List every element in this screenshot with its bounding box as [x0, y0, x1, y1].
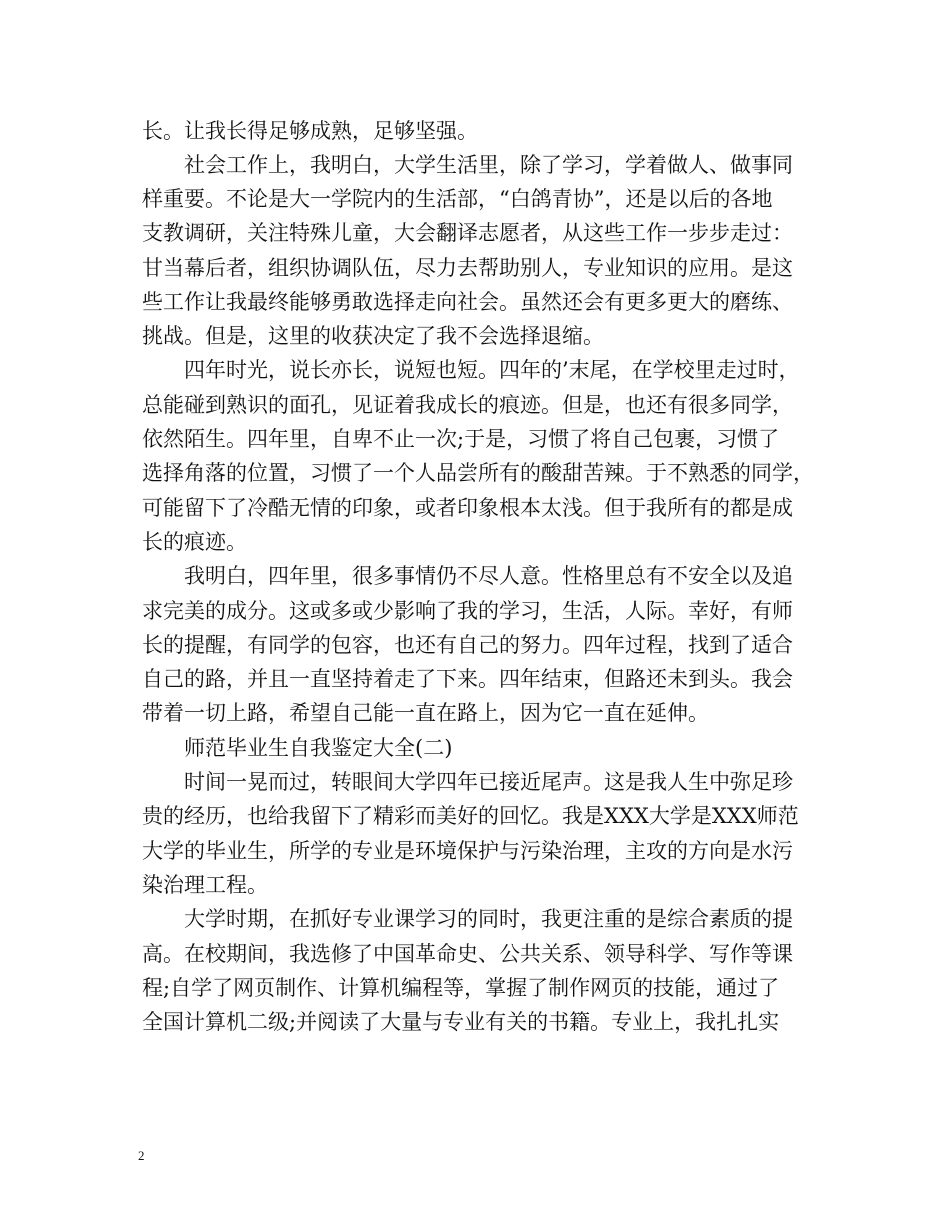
- text-line: 大学的毕业生，所学的专业是环境保护与污染治理，主攻的方向是水污: [142, 839, 793, 863]
- text-line: 支教调研，关注特殊儿童，大会翻译志愿者，从这些工作一步步走过：: [142, 221, 793, 245]
- text-line: 自己的路，并且一直坚持着走了下来。四年结束，但路还未到头。我会: [142, 667, 793, 691]
- text-line: 长的提醒，有同学的包容，也还有自己的努力。四年过程，找到了适合: [142, 633, 793, 657]
- text-line: 挑战。但是，这里的收获决定了我不会选择退缩。: [142, 324, 604, 348]
- text-line: 时间一晃而过，转眼间大学四年已接近尾声。这是我人生中弥足珍: [142, 770, 793, 794]
- text-line: 选择角落的位置，习惯了一个人品尝所有的酸甜苦辣。于不熟悉的同学，: [142, 461, 814, 485]
- text-line: 可能留下了冷酷无情的印象，或者印象根本太浅。但于我所有的都是成: [142, 496, 793, 520]
- text-line: 我明白，四年里，很多事情仍不尽人意。性格里总有不安全以及追: [142, 564, 793, 588]
- text-line: 全国计算机二级;并阅读了大量与专业有关的书籍。专业上，我扎扎实: [142, 1010, 780, 1034]
- text-line: 大学时期，在抓好专业课学习的同时，我更注重的是综合素质的提: [142, 907, 793, 931]
- text-line: 贵的经历，也给我留下了精彩而美好的回忆。我是XXX大学是XXX师范: [142, 804, 799, 828]
- text-line: 依然陌生。四年里，自卑不止一次;于是，习惯了将自己包裹，习惯了: [142, 427, 780, 451]
- text-line: 些工作让我最终能够勇敢选择走向社会。虽然还会有更多更大的磨练、: [142, 290, 793, 314]
- text-line: 高。在校期间，我选修了中国革命史、公共关系、领导科学、写作等课: [142, 942, 793, 966]
- text-line: 总能碰到熟识的面孔，见证着我成长的痕迹。但是，也还有很多同学，: [142, 393, 793, 417]
- text-line: 长的痕迹。: [142, 530, 247, 554]
- text-line: 样重要。不论是大一学院内的生活部，“白鸽青协”，还是以后的各地: [142, 187, 773, 211]
- text-line: 染治理工程。: [142, 873, 268, 897]
- text-line: 四年时光，说长亦长，说短也短。四年的’末尾，在学校里走过时，: [142, 358, 800, 382]
- text-line: 带着一切上路，希望自己能一直在路上，因为它一直在延伸。: [142, 701, 709, 725]
- text-line: 社会工作上，我明白，大学生活里，除了学习，学着做人、做事同: [142, 153, 793, 177]
- page-number: 2: [138, 1148, 145, 1163]
- text-line: 长。让我长得足够成熟，足够坚强。: [142, 119, 478, 143]
- text-line: 程;自学了网页制作、计算机编程等，掌握了制作网页的技能，通过了: [142, 976, 780, 1000]
- section-heading: 师范毕业生自我鉴定大全(二): [142, 736, 453, 760]
- text-line: 求完美的成分。这或多或少影响了我的学习，生活，人际。幸好，有师: [142, 599, 793, 623]
- text-line: 甘当幕后者，组织协调队伍，尽力去帮助别人，专业知识的应用。是这: [142, 256, 793, 280]
